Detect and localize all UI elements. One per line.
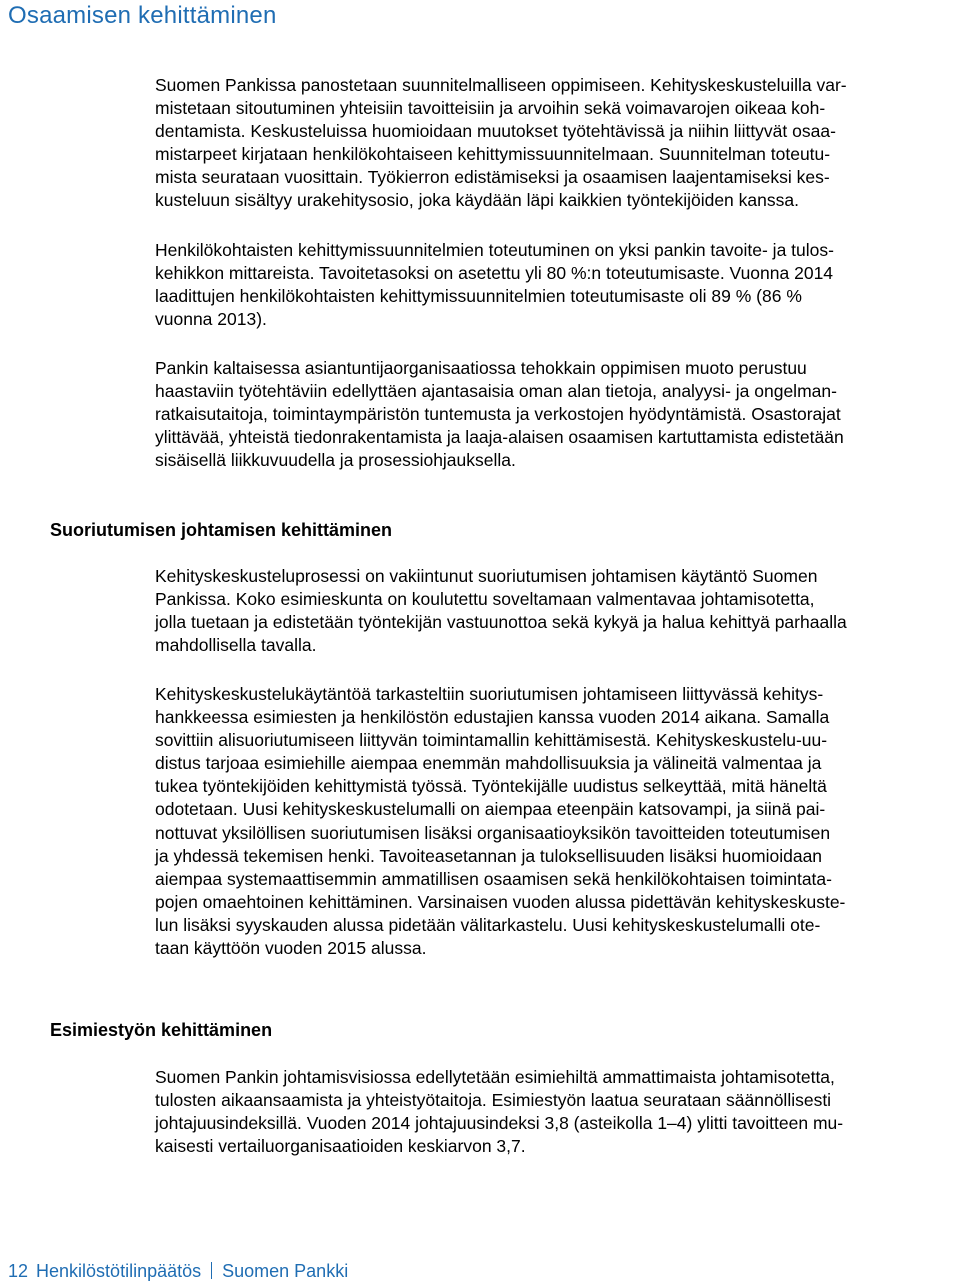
text-line: Suomen Pankissa panostetaan suunnitelmalliseen oppimiseen. Kehityskeskusteluilla var-	[155, 75, 847, 95]
text-line: Henkilökohtaisten kehittymissuunnitelmien toteutuminen on yksi pankin tavoite- ja tulos-	[155, 240, 834, 260]
supervisor-paragraph-1	[155, 1066, 960, 1158]
text-line: kaisesti vertailuorganisaatioiden keskiarvon 3,7.	[155, 1136, 526, 1157]
text-line: odotetaan. Uusi kehityskeskustelumalli on aiempaa eteenpäin katsovampi, ja siinä pai-	[155, 799, 826, 820]
text-line: mahdollisella tavalla.	[155, 635, 317, 656]
text-line: pojen omaehtoinen kehittäminen. Varsinaisen vuoden alussa pidettävän kehityskeskuste-	[155, 891, 846, 912]
intro-paragraph-2	[155, 239, 960, 331]
text-line: hankkeessa esimiesten ja henkilöstön edustajien kanssa vuoden 2014 aikana. Samalla	[155, 707, 830, 728]
text-line: taan käyttöön vuoden 2015 alussa.	[155, 938, 427, 959]
intro-paragraph-3	[155, 357, 960, 472]
text-line: sisäisellä liikkuvuudella ja prosessiohjauksella.	[155, 450, 516, 471]
text-line: tulosten aikaansaamista ja yhteistyötaitoja. Esimiestyön laatua seurataan säännöllisesti	[155, 1090, 832, 1111]
intro-paragraph-1	[155, 74, 960, 213]
page-title: Osaamisen kehittäminen	[8, 2, 277, 29]
text-line: haastaviin työtehtäviin edellyttäen ajantasaisia oman alan tietoja, analyysi- ja ongelman-	[155, 381, 837, 402]
text-line: johtajuusindeksillä. Vuoden 2014 johtajuusindeksi 3,8 (asteikolla 1–4) ylitti tavoitteen mu-	[155, 1113, 844, 1134]
text-line: lun lisäksi syyskauden alussa pidetään välitarkastelu. Uusi kehityskeskustelumalli ote-	[155, 914, 821, 935]
text-line: ylittävää, yhteistä tiedonrakentamista ja laaja-alaisen osaamisen kartuttamista edistetään	[155, 427, 844, 448]
section-heading-supervisor: Esimiestyön kehittäminen	[50, 1020, 273, 1040]
footer-separator	[211, 1262, 212, 1279]
text-line: Pankin kaltaisessa asiantuntijaorganisaatiossa tehokkain oppimisen muoto perustuu	[155, 358, 807, 378]
text-line: mistetaan sitoutuminen yhteisiin tavoitteisiin ja arvoihin sekä voimavarojen oikeaa koh-	[155, 98, 826, 119]
text-line: aiempaa systemaattisemmin ammatillisen osaamisen sekä henkilökohtaisen toimintata-	[155, 868, 832, 889]
section-heading-performance: Suoriutumisen johtamisen kehittäminen	[50, 520, 393, 540]
page-number: 12	[8, 1261, 29, 1281]
performance-paragraph-2	[155, 683, 960, 960]
organization-name: Suomen Pankki	[222, 1261, 349, 1281]
text-line: distus tarjoaa esimiehille aiempaa enemmän mahdollisuuksia ja välineitä valmentaa ja	[155, 753, 822, 774]
text-line: mista seurataan vuosittain. Työkierron edistämiseksi ja osaamisen laajentamiseksi kes-	[155, 167, 830, 188]
performance-paragraph-1	[155, 565, 960, 657]
text-line: vuonna 2013).	[155, 309, 267, 330]
text-line: ja yhdessä tekemisen henki. Tavoiteasetannan ja tuloksellisuuden lisäksi huomioidaan	[155, 845, 823, 866]
page-footer	[8, 1259, 348, 1283]
text-line: kusteluun sisältyy urakehitysosio, joka käydään läpi kaikkien työntekijöiden kanssa.	[155, 190, 799, 211]
text-line: laadittujen henkilökohtaisten kehittymissuunnitelmien toteutumisaste oli 89 % (86 %	[155, 286, 802, 307]
text-line: jolla tuetaan ja edistetään työntekijän vastuunottoa sekä kykyä ja halua kehittyä parhaalla	[155, 612, 847, 633]
text-line: Pankissa. Koko esimieskunta on koulutettu soveltamaan valmentavaa johtamisotetta,	[155, 589, 815, 610]
publication-name: Henkilöstötilinpäätös	[36, 1261, 202, 1281]
text-line: dentamista. Keskusteluissa huomioidaan muutokset työtehtävissä ja niihin liittyvät osaa-	[155, 121, 836, 142]
text-line: Kehityskeskusteluprosessi on vakiintunut suoriutumisen johtamisen käytäntö Suomen	[155, 566, 818, 586]
text-line: Kehityskeskustelukäytäntöä tarkasteltiin suoriutumisen johtamiseen liittyvässä kehitys-	[155, 684, 824, 704]
text-line: mistarpeet kirjataan henkilökohtaiseen kehittymissuunnitelmaan. Suunnitelman toteutu-	[155, 144, 831, 165]
text-line: kehikkon mittareista. Tavoitetasoksi on asetettu yli 80 %:n toteutumisaste. Vuonna 2014	[155, 263, 834, 284]
text-line: tukea työntekijöiden kehittymistä työssä. Työntekijälle uudistus selkeyttää, mitä häneltä	[155, 776, 827, 797]
text-line: ratkaisutaitoja, toimintaympäristön tuntemusta ja verkostojen hyödyntämistä. Osastorajat	[155, 404, 841, 425]
text-line: Suomen Pankin johtamisvisiossa edellytetään esimiehiltä ammattimaista johtamisotetta,	[155, 1067, 835, 1087]
text-line: sovittiin alisuoriutumiseen liittyvän toimintamallin kehittämisestä. Kehityskeskustelu-uu-	[155, 730, 828, 751]
text-line: nottuvat yksilöllisen suoriutumisen lisäksi organisaatioyksikön tavoitteiden toteutumisen	[155, 822, 831, 843]
